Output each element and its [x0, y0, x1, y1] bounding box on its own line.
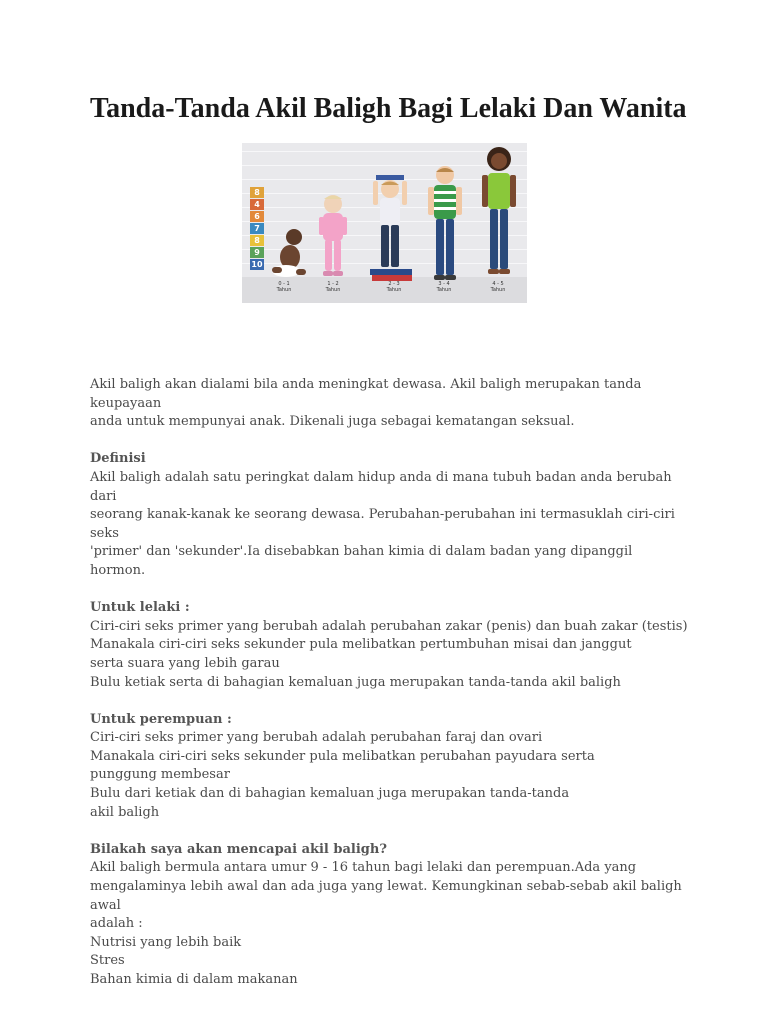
text-line: akil baligh [90, 804, 160, 820]
number-block: 8 [250, 187, 264, 198]
text-line: 'primer' dan 'sekunder'.Ia disebabkan bahan kimia di dalam badan yang dipanggil hormon. [90, 544, 633, 578]
text-line: punggung membesar [90, 767, 230, 783]
article-body [90, 376, 690, 1008]
text-line: Bulu dari ketiak dan di bahagian kemaluan juga merupakan tanda-tanda [90, 786, 570, 802]
text-line: mengalaminya lebih awal dan ada juga yang lewat. Kemungkinan sebab-sebab akil baligh awal [90, 879, 682, 913]
text-line: Nutrisi yang lebih baik [90, 934, 242, 950]
age-unit: Tahun [436, 287, 452, 293]
age-unit: Tahun [276, 287, 292, 293]
children-growth-illustration [242, 143, 527, 303]
section-heading: Untuk perempuan : [90, 711, 232, 727]
number-block: 7 [250, 223, 264, 234]
boy-with-books-figure [370, 173, 412, 283]
age-range: 1 - 2 [327, 281, 339, 287]
baby-sitting-figure [268, 227, 308, 279]
number-block: 4 [250, 199, 264, 210]
girl-green-shirt-figure [482, 145, 516, 279]
text-line: Akil baligh akan dialami bila anda meningkat dewasa. Akil baligh merupakan tanda keupayaan [90, 377, 642, 411]
number-block: 6 [250, 211, 264, 222]
text-line: Ciri-ciri seks primer yang berubah adalah perubahan zakar (penis) dan buah zakar (testis) [90, 618, 688, 634]
text-line: Akil baligh bermula antara umur 9 - 16 tahun bagi lelaki dan perempuan.Ada yang [90, 860, 637, 876]
section-heading: Definisi [90, 451, 146, 467]
section-definisi [90, 450, 690, 580]
text-line: adalah : [90, 916, 143, 932]
toddler-pink-figure [318, 193, 348, 279]
section-lelaki [90, 599, 690, 692]
age-unit: Tahun [325, 287, 341, 293]
age-range: 4 - 5 [492, 281, 504, 287]
page-title: Tanda-Tanda Akil Baligh Bagi Lelaki Dan Wanita [90, 93, 687, 124]
boy-striped-shirt-figure [428, 165, 462, 283]
section-heading: Bilakah saya akan mencapai akil baligh? [90, 841, 387, 857]
number-block: 8 [250, 235, 264, 246]
age-label [320, 281, 346, 293]
age-label [271, 281, 297, 293]
age-label [485, 281, 511, 293]
age-range: 0 - 1 [278, 281, 290, 287]
age-unit: Tahun [490, 287, 506, 293]
number-block: 9 [250, 247, 264, 258]
text-line: Ciri-ciri seks primer yang berubah adalah perubahan faraj dan ovari [90, 730, 543, 746]
age-unit: Tahun [386, 287, 402, 293]
age-label [381, 281, 407, 293]
text-line: Bahan kimia di dalam makanan [90, 972, 298, 987]
text-line: anda untuk mempunyai anak. Dikenali juga sebagai kematangan seksual. [90, 414, 575, 430]
text-line: Stres [90, 953, 125, 969]
section-bilakah [90, 841, 690, 990]
text-line: Manakala ciri-ciri seks sekunder pula melibatkan perubahan payudara serta [90, 748, 595, 764]
number-block: 10 [251, 260, 263, 269]
intro-paragraph [90, 376, 690, 432]
text-line: Bulu ketiak serta di bahagian kemaluan juga merupakan tanda-tanda akil baligh [90, 674, 621, 690]
text-line: serta suara yang lebih garau [90, 655, 280, 671]
section-heading: Untuk lelaki : [90, 600, 190, 616]
text-line: Manakala ciri-ciri seks sekunder pula melibatkan pertumbuhan misai dan janggut [90, 637, 632, 653]
text-line: Akil baligh adalah satu peringkat dalam hidup anda di mana tubuh badan anda berubah dari [90, 469, 672, 504]
age-range: 2 - 3 [388, 281, 400, 287]
text-line: seorang kanak-kanak ke seorang dewasa. Perubahan-perubahan ini termasuklah ciri-ciri seks [90, 507, 675, 541]
number-blocks [250, 187, 264, 271]
age-range: 3 - 4 [438, 281, 450, 287]
section-perempuan [90, 711, 690, 823]
age-label [431, 281, 457, 293]
